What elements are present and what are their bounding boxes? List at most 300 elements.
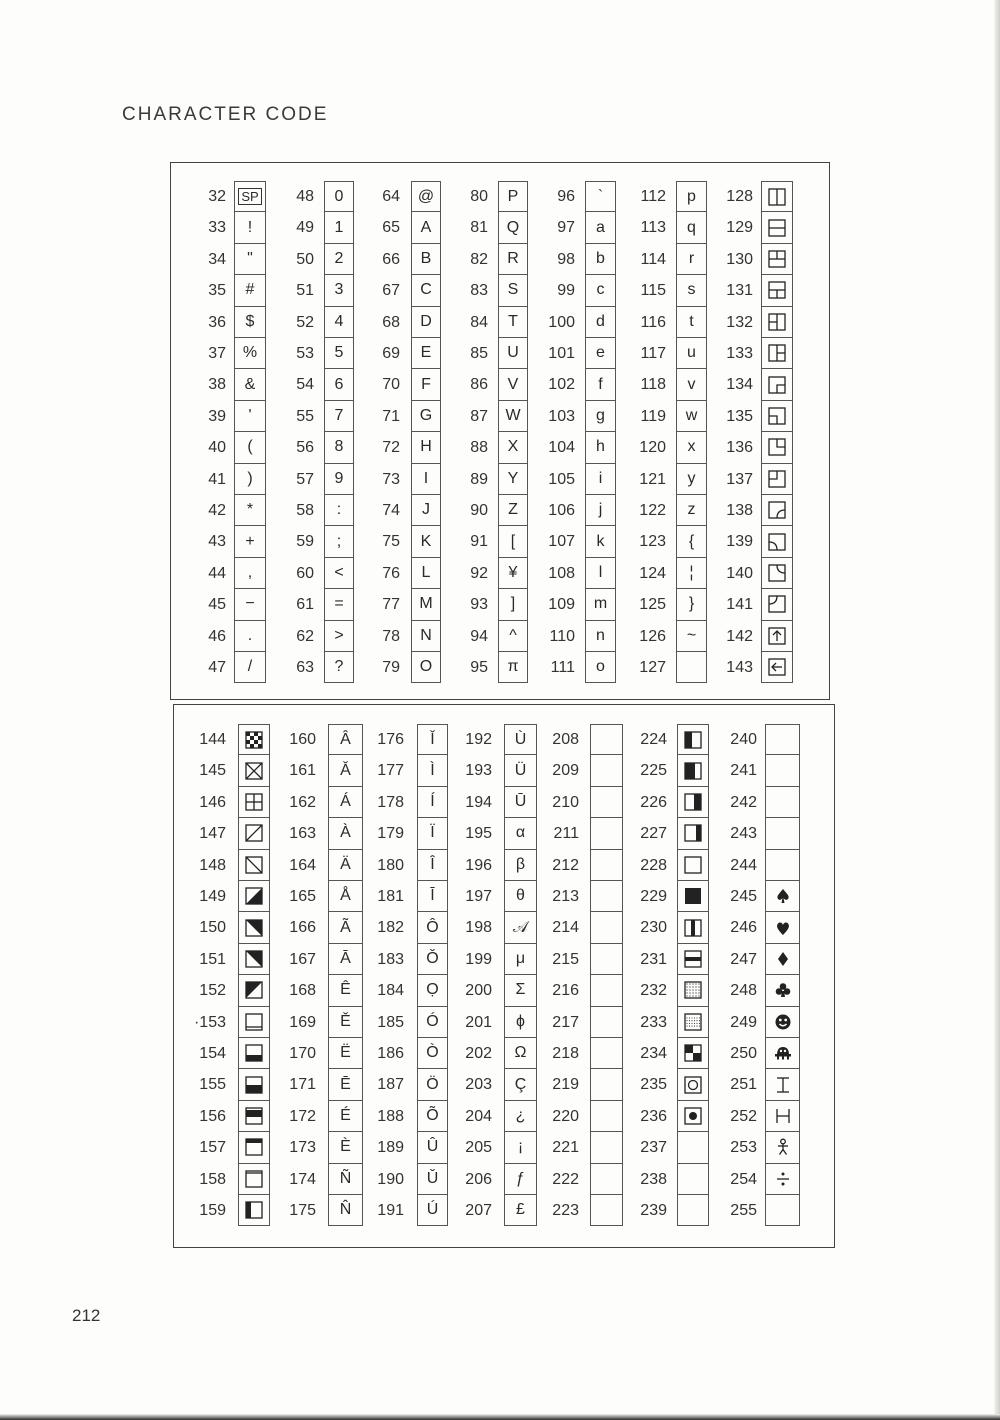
char-cell (238, 1069, 270, 1100)
char-code: 134 (726, 376, 753, 394)
char-glyph: Ǒ (426, 949, 439, 967)
char-cell (504, 1101, 537, 1132)
char-code: 231 (640, 950, 667, 968)
char-cell (676, 338, 707, 369)
char-cell (324, 432, 354, 463)
char-cell (585, 495, 616, 526)
char-glyph: 8 (334, 438, 344, 456)
char-cell (324, 307, 354, 338)
char-code: 214 (552, 919, 579, 937)
char-glyph: Ě (340, 1012, 351, 1030)
char-code: 194 (465, 793, 492, 811)
char-code: 193 (465, 762, 492, 780)
char-code: 119 (640, 407, 666, 425)
char-cell (585, 181, 616, 212)
char-glyph: É (340, 1106, 351, 1124)
char-code: 203 (465, 1076, 492, 1094)
triangle-tl-icon (244, 980, 264, 1000)
char-glyph: ` (597, 187, 604, 205)
char-code: 48 (296, 188, 314, 205)
char-code: 223 (552, 1202, 579, 1219)
char-glyph: Ê (340, 981, 351, 999)
char-cell (761, 589, 793, 620)
box-bottom-fill-icon (244, 1043, 264, 1063)
char-code: 188 (377, 1107, 404, 1125)
char-cell (761, 338, 793, 369)
char-cell (417, 755, 448, 786)
char-cell (234, 307, 266, 338)
char-cell (328, 1038, 363, 1069)
char-cell (498, 558, 528, 589)
char-code: 249 (730, 1013, 757, 1031)
char-code: 46 (208, 627, 226, 645)
char-code: 237 (640, 1139, 667, 1157)
char-glyph: I (423, 469, 429, 487)
invader-icon (773, 1043, 793, 1063)
char-code: 238 (640, 1170, 667, 1188)
char-code: 202 (465, 1045, 492, 1062)
box-round-tr-icon (767, 532, 787, 552)
diamond-icon (773, 949, 793, 969)
char-cell (234, 464, 266, 495)
char-code: 173 (289, 1139, 316, 1157)
box-thin-frame-icon (244, 1169, 264, 1189)
char-code: 112 (640, 188, 666, 205)
char-cell (504, 787, 537, 818)
char-code: 74 (382, 502, 400, 519)
char-cell (411, 212, 441, 243)
char-glyph: ~ (686, 626, 697, 644)
triangle-tr-icon (244, 918, 264, 938)
char-glyph: ] (510, 595, 516, 613)
box-round-bl-icon (767, 563, 787, 583)
char-cell (676, 212, 707, 243)
char-glyph: v (687, 375, 696, 393)
char-glyph: Í (430, 792, 435, 810)
char-cell (498, 464, 528, 495)
char-cell (324, 401, 354, 432)
char-cell (238, 1132, 270, 1163)
char-code: 138 (726, 502, 753, 519)
char-cell (585, 652, 616, 683)
box-left-half-icon (683, 761, 703, 781)
char-glyph: z (687, 501, 696, 519)
char-glyph: = (334, 595, 344, 613)
char-code: 149 (199, 888, 226, 905)
char-glyph: C (420, 281, 432, 299)
char-glyph: 5 (334, 344, 344, 362)
char-code: 254 (730, 1170, 757, 1188)
char-code: 47 (208, 659, 226, 676)
char-cell (677, 1164, 709, 1195)
char-glyph: j (598, 501, 603, 519)
char-code: 252 (730, 1107, 757, 1125)
char-glyph: H (420, 438, 432, 456)
char-cell (411, 369, 441, 400)
char-glyph: Σ (515, 981, 526, 999)
char-glyph: ! (247, 218, 253, 236)
char-cell (765, 881, 800, 912)
box-right-half-icon (683, 823, 703, 843)
char-cell (417, 881, 448, 912)
char-glyph: 4 (334, 312, 344, 330)
char-cell (765, 1007, 800, 1038)
char-code: 167 (289, 950, 316, 968)
char-code: 34 (208, 250, 226, 268)
char-cell (417, 975, 448, 1006)
char-cell (498, 589, 528, 620)
char-cell (504, 881, 537, 912)
char-code: 227 (640, 825, 667, 843)
char-cell (677, 944, 709, 975)
char-glyph: N (420, 626, 432, 644)
char-code: 130 (726, 250, 753, 268)
char-cell (590, 1038, 623, 1069)
char-glyph: μ (515, 949, 526, 967)
spade-icon (773, 886, 793, 906)
char-glyph: Ï (430, 824, 435, 842)
char-cell (328, 1132, 363, 1163)
char-code: ·153 (193, 1013, 226, 1031)
char-glyph: . (247, 626, 253, 644)
char-code: 58 (296, 502, 314, 519)
char-glyph: Ǎ (340, 761, 351, 779)
char-code: 190 (377, 1170, 404, 1188)
char-code: 122 (639, 502, 666, 519)
char-cell (676, 558, 707, 589)
char-code: 233 (640, 1013, 667, 1031)
char-code: 250 (730, 1045, 757, 1062)
char-glyph: ; (336, 532, 342, 550)
char-glyph: / (247, 658, 253, 676)
char-code: 180 (377, 856, 404, 874)
char-glyph: " (247, 249, 253, 267)
char-glyph: @ (417, 187, 435, 205)
char-glyph: L (421, 563, 431, 581)
char-code: 39 (208, 407, 226, 425)
char-code: 154 (199, 1045, 226, 1062)
char-cell (677, 1007, 709, 1038)
char-cell (677, 975, 709, 1006)
char-cell (411, 464, 441, 495)
char-glyph: Å (340, 887, 351, 905)
scan-edge (994, 0, 1000, 1420)
char-code: 110 (549, 627, 575, 645)
char-glyph: ¥ (508, 563, 518, 581)
char-code: 226 (640, 793, 667, 811)
char-cell (676, 464, 707, 495)
char-cell (677, 850, 709, 881)
char-code: 191 (377, 1202, 404, 1219)
char-code: 176 (377, 731, 404, 748)
char-cell (677, 1069, 709, 1100)
box-cross-icon (244, 761, 264, 781)
char-cell (417, 912, 448, 943)
char-glyph: f (598, 375, 603, 393)
char-code: 228 (640, 856, 667, 874)
char-cell (498, 244, 528, 275)
char-glyph: A (420, 218, 432, 236)
char-glyph: Ǔ (426, 1169, 439, 1187)
char-code: 251 (730, 1076, 757, 1094)
char-cell (328, 1069, 363, 1100)
char-code: 208 (552, 731, 579, 748)
char-code: 82 (470, 250, 488, 268)
box-top-thin-icon (244, 1137, 264, 1157)
char-glyph: & (244, 375, 256, 393)
char-cell (504, 1195, 537, 1226)
char-glyph: Ọ (426, 981, 439, 999)
char-code: 108 (548, 564, 575, 582)
char-code: 43 (208, 533, 226, 551)
char-glyph: n (596, 626, 605, 644)
char-code: 179 (377, 825, 404, 843)
char-code: 162 (289, 793, 316, 811)
char-glyph: B (420, 249, 432, 267)
box-diag-down-icon (244, 855, 264, 875)
char-code: 66 (382, 250, 400, 268)
char-code: 181 (377, 888, 404, 905)
char-glyph: r (688, 249, 695, 267)
char-glyph: < (334, 563, 344, 581)
char-cell (677, 881, 709, 912)
char-glyph: # (245, 281, 255, 299)
char-code: 117 (640, 345, 666, 362)
char-cell (585, 621, 616, 652)
char-cell (411, 589, 441, 620)
char-cell (504, 1007, 537, 1038)
char-cell (765, 1195, 800, 1226)
quad-checker-icon (683, 1043, 703, 1063)
char-code: 76 (382, 564, 400, 582)
char-cell (411, 244, 441, 275)
char-cell (590, 755, 623, 786)
char-code: 81 (470, 219, 488, 237)
box-t-left-icon (767, 312, 787, 332)
scan-edge (0, 1414, 1000, 1420)
char-glyph: Ç (514, 1075, 527, 1093)
char-glyph: [ (510, 532, 516, 550)
char-cell (676, 495, 707, 526)
char-cell (765, 1164, 800, 1195)
char-cell (324, 181, 354, 212)
char-code: 253 (730, 1139, 757, 1157)
char-cell (417, 1007, 448, 1038)
char-glyph: y (687, 469, 696, 487)
char-cell (238, 881, 270, 912)
char-cell (765, 944, 800, 975)
char-cell (411, 652, 441, 683)
char-glyph: 9 (334, 469, 344, 487)
arrow-left-icon (767, 657, 787, 677)
char-code: 145 (199, 762, 226, 780)
char-cell (590, 975, 623, 1006)
char-cell (677, 787, 709, 818)
char-cell (324, 244, 354, 275)
char-glyph: Û (426, 1138, 439, 1156)
box-hline-icon (767, 218, 787, 238)
char-cell (417, 944, 448, 975)
char-code: 103 (548, 407, 575, 425)
face-icon (773, 1012, 793, 1032)
char-code: 248 (730, 982, 757, 1000)
char-code: 91 (470, 533, 488, 551)
box-center-vbar-icon (683, 918, 703, 938)
char-code: 161 (289, 762, 316, 780)
char-cell (324, 275, 354, 306)
char-code: 142 (726, 627, 753, 645)
char-glyph: α (515, 824, 526, 842)
char-code: 70 (382, 376, 400, 394)
char-code: 239 (640, 1202, 667, 1219)
char-code: 224 (640, 731, 667, 748)
char-glyph: S (507, 281, 519, 299)
char-cell (417, 1069, 448, 1100)
char-code: 197 (465, 888, 492, 905)
char-glyph: X (507, 438, 519, 456)
char-code: 155 (199, 1076, 226, 1094)
char-glyph: θ (516, 887, 525, 905)
char-cell (417, 1038, 448, 1069)
char-cell (498, 526, 528, 557)
char-cell (411, 558, 441, 589)
char-glyph: À (340, 824, 351, 842)
char-code: 86 (470, 376, 488, 394)
char-code: 93 (470, 596, 488, 614)
char-glyph: , (247, 563, 253, 581)
char-code: 156 (199, 1107, 226, 1125)
char-code: 140 (726, 564, 753, 582)
char-code: 169 (289, 1013, 316, 1031)
char-code: 216 (552, 982, 579, 1000)
char-glyph: g (596, 406, 605, 424)
char-code: 229 (640, 888, 667, 905)
char-code: 189 (377, 1139, 404, 1157)
box-left-fill-icon (244, 1200, 264, 1220)
char-cell (411, 275, 441, 306)
char-cell (765, 1038, 800, 1069)
char-glyph: Ω (514, 1044, 527, 1062)
char-glyph: O (419, 658, 433, 676)
char-code: 90 (470, 502, 488, 519)
page-title: CHARACTER CODE (122, 104, 329, 125)
char-glyph: ) (247, 469, 253, 487)
char-code: 187 (377, 1076, 404, 1094)
char-cell (417, 787, 448, 818)
char-glyph: 2 (334, 249, 344, 267)
char-cell (328, 1195, 363, 1226)
char-glyph: ( (247, 438, 253, 456)
char-code: 62 (296, 627, 314, 645)
char-cell (498, 212, 528, 243)
char-code: 107 (548, 533, 575, 551)
char-glyph: ϕ (516, 1012, 525, 1030)
char-cell (417, 818, 448, 849)
char-cell (411, 432, 441, 463)
char-cell (677, 1038, 709, 1069)
stick-figure-icon (773, 1137, 793, 1157)
char-code: 97 (557, 219, 575, 237)
char-code: 129 (726, 219, 753, 237)
char-cell (234, 495, 266, 526)
char-glyph: c (596, 281, 605, 299)
char-glyph: G (419, 406, 433, 424)
char-cell (328, 850, 363, 881)
char-cell (417, 1164, 448, 1195)
char-glyph: Ē (340, 1075, 351, 1093)
char-glyph: ' (248, 406, 252, 424)
char-cell (504, 1038, 537, 1069)
char-cell (498, 495, 528, 526)
char-code: 174 (289, 1170, 316, 1188)
char-code: 159 (199, 1202, 226, 1219)
char-code: 136 (726, 439, 753, 457)
char-cell (417, 850, 448, 881)
char-cell (411, 307, 441, 338)
char-code: 98 (557, 250, 575, 268)
box-right-block-icon (683, 792, 703, 812)
char-cell (328, 1164, 363, 1195)
char-glyph: Q (506, 218, 520, 236)
char-code: 126 (639, 627, 666, 645)
box-bottom-half-icon (244, 1075, 264, 1095)
char-glyph: R (507, 249, 519, 267)
char-glyph: k (596, 532, 605, 550)
box-dots-icon (683, 1012, 703, 1032)
char-code: 71 (382, 407, 400, 425)
char-cell (677, 1132, 709, 1163)
char-cell (238, 724, 270, 755)
char-code: 182 (377, 919, 404, 937)
char-glyph: F (421, 375, 431, 393)
char-code: 210 (552, 793, 579, 811)
char-code: 139 (726, 533, 753, 551)
char-code: 175 (289, 1202, 316, 1219)
char-cell (676, 432, 707, 463)
char-glyph: π (507, 658, 519, 676)
char-code: 115 (640, 282, 666, 300)
char-cell (234, 558, 266, 589)
char-code: 65 (382, 219, 400, 237)
char-cell (417, 1132, 448, 1163)
char-code: 32 (208, 188, 226, 205)
char-cell (676, 652, 707, 683)
char-glyph: { (688, 532, 695, 550)
char-code: 36 (208, 313, 226, 331)
char-glyph: Ā (340, 949, 351, 967)
char-code: 213 (552, 888, 579, 905)
char-code: 211 (553, 825, 579, 843)
box-empty-icon (244, 1012, 264, 1032)
char-code: 143 (726, 659, 753, 676)
char-cell (676, 275, 707, 306)
char-glyph: − (245, 595, 255, 613)
char-cell (498, 432, 528, 463)
char-code: 68 (382, 313, 400, 331)
char-code: 218 (552, 1045, 579, 1062)
char-cell (585, 558, 616, 589)
char-glyph: x (687, 438, 696, 456)
char-cell (238, 755, 270, 786)
char-cell (504, 818, 537, 849)
char-code: 92 (470, 564, 488, 582)
char-code: 44 (208, 564, 226, 582)
char-cell (761, 307, 793, 338)
char-cell (504, 724, 537, 755)
char-cell (238, 912, 270, 943)
char-glyph: a (596, 218, 605, 236)
box-dotted-icon (683, 980, 703, 1000)
